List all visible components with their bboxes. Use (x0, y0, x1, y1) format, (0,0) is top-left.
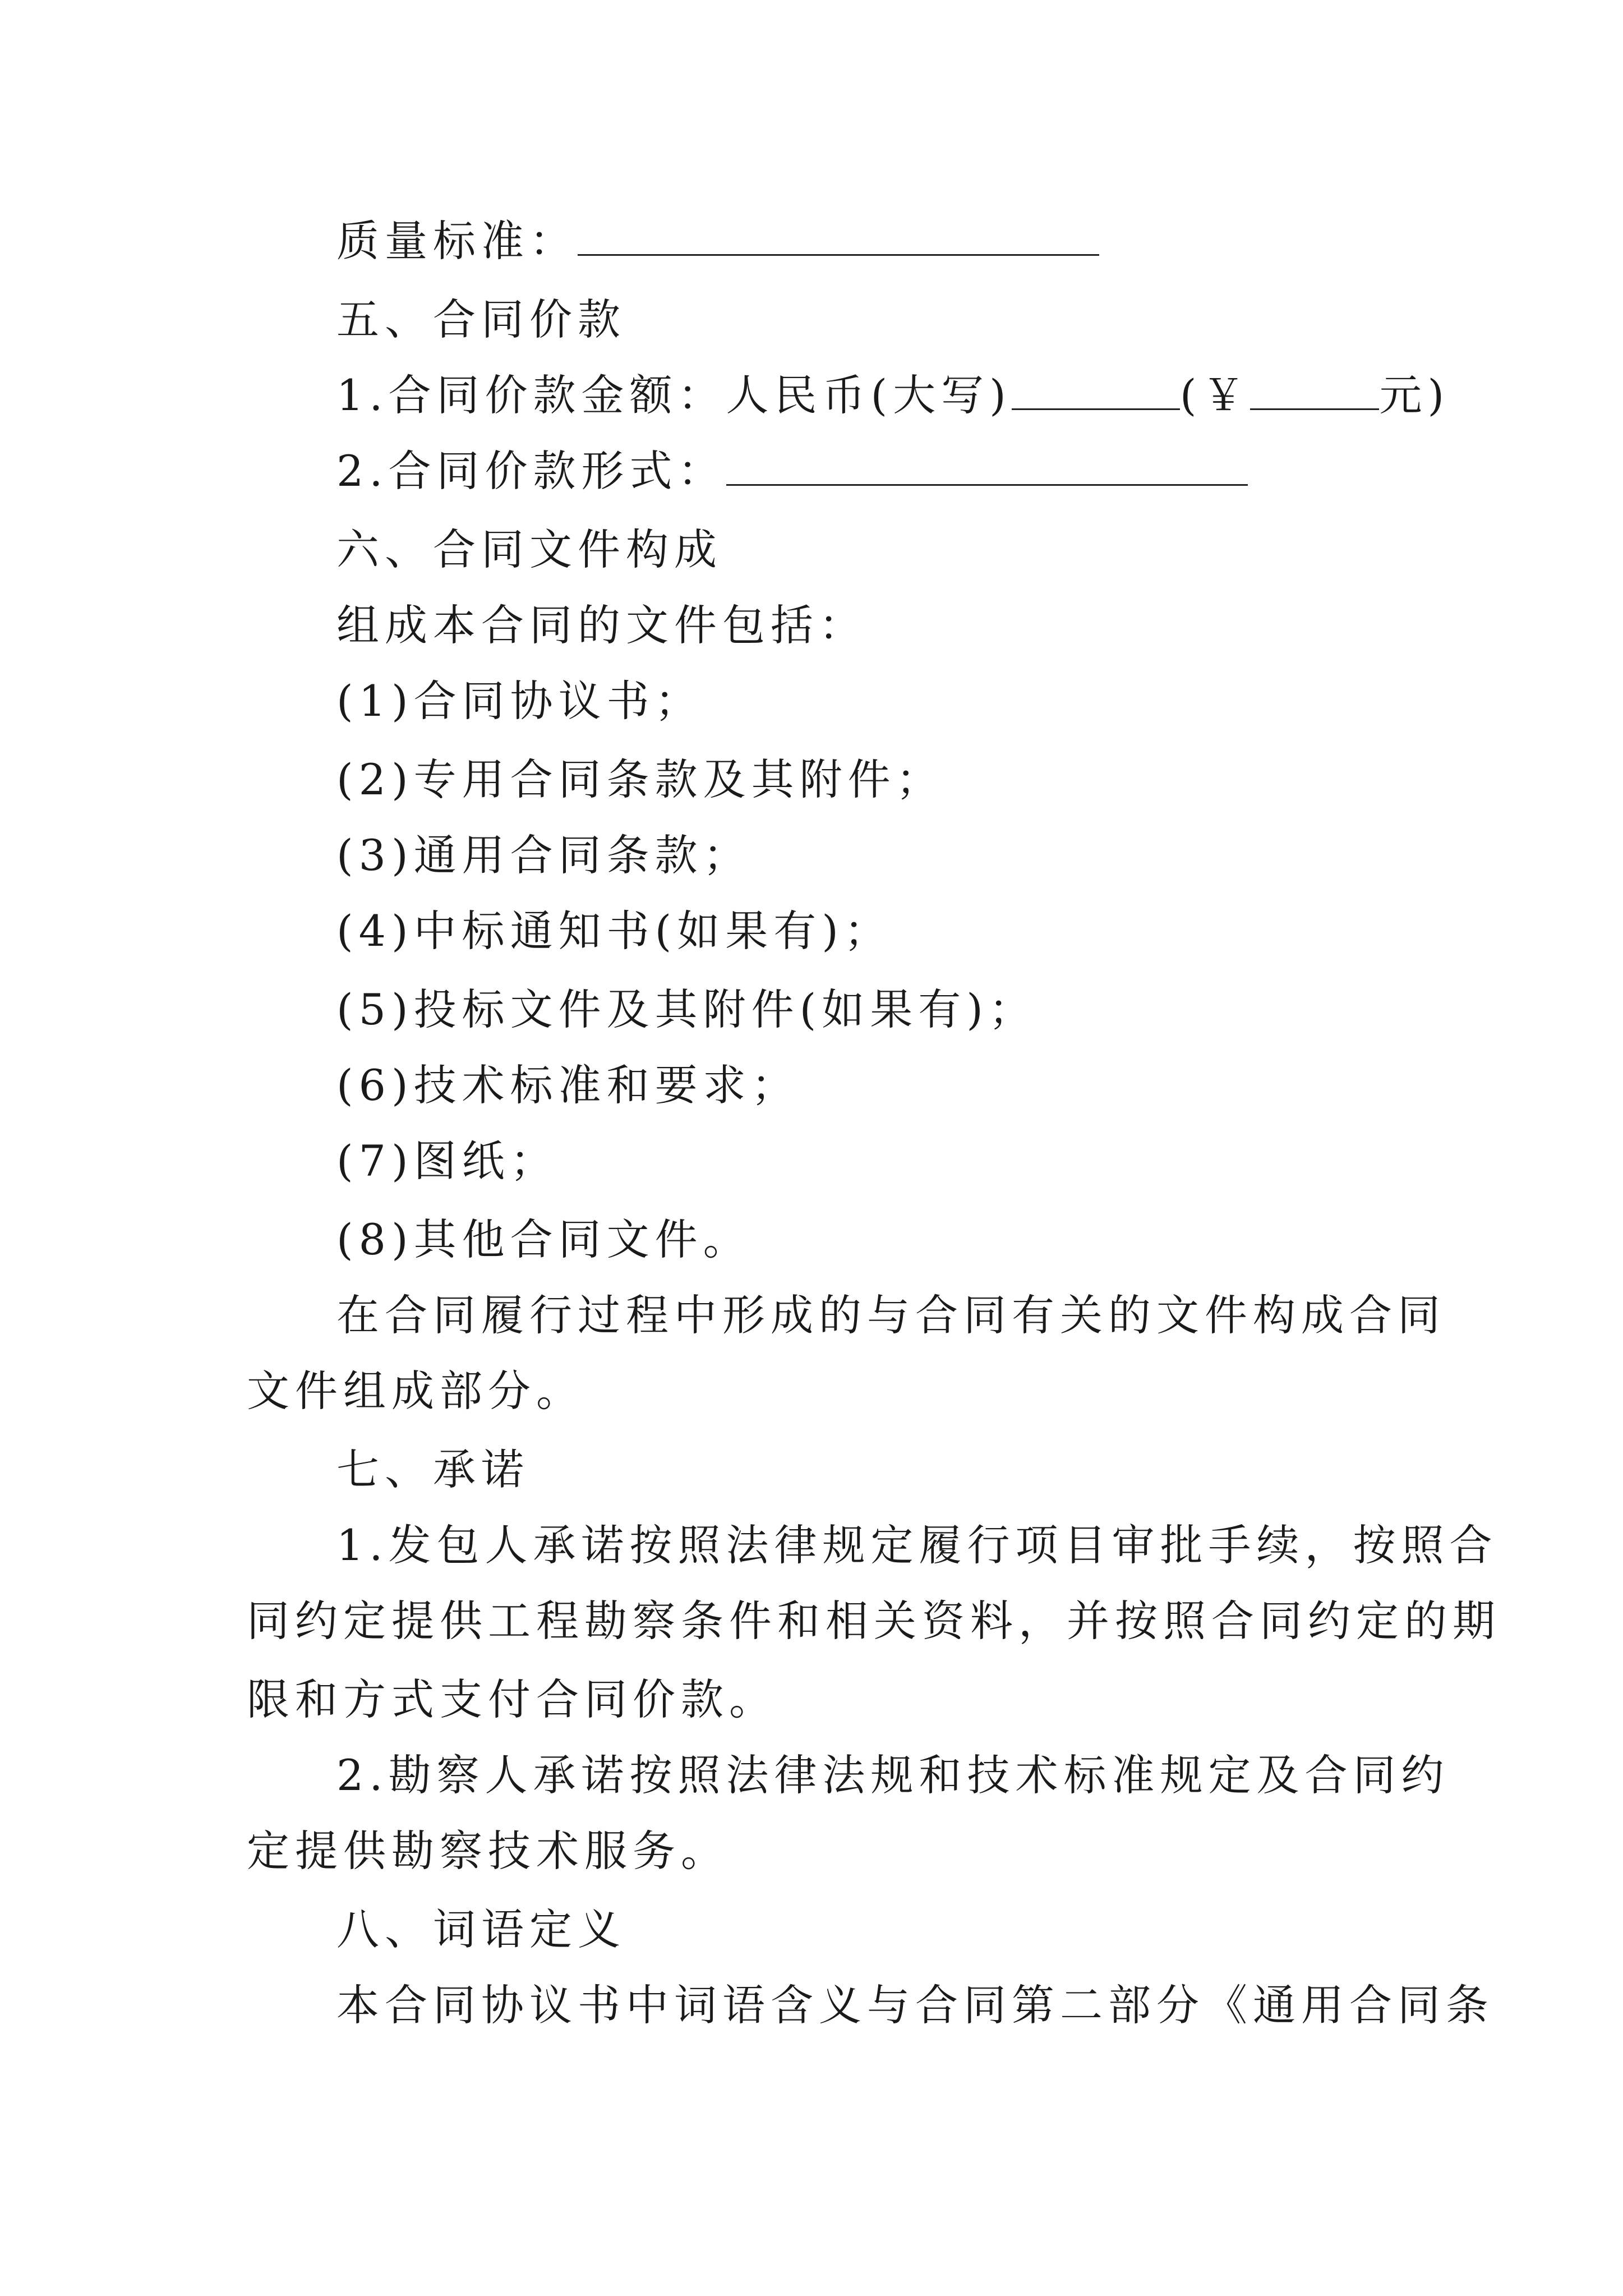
docs-paragraph-line-2: 文件组成部分。 (247, 1366, 584, 1416)
docs-paragraph-line-1: 在合同履行过程中形成的与合同有关的文件构成合同 (336, 1290, 1446, 1340)
docs-item-4: (4)中标通知书(如果有)； (336, 906, 892, 956)
price-form-line (336, 443, 1248, 499)
section7-heading: 七、承诺 (336, 1444, 529, 1494)
price-amount-label: 1.合同价款金额：人民币(大写) (336, 370, 1012, 420)
docs-intro: 组成本合同的文件包括： (336, 600, 867, 650)
price-amount-uppercase-blank[interactable] (1012, 369, 1180, 410)
docs-item-8: (8)其他合同文件。 (336, 1214, 751, 1264)
docs-item-6: (6)技术标准和要求； (336, 1060, 800, 1110)
price-yuan: 元) (1379, 370, 1450, 420)
section6-heading: 六、合同文件构成 (336, 524, 722, 574)
quality-standard-blank[interactable] (578, 215, 1099, 256)
promise2-line-2: 定提供勘察技术服务。 (247, 1826, 729, 1876)
docs-item-2: (2)专用合同条款及其附件； (336, 754, 944, 804)
price-paren-open: (￥ (1179, 370, 1251, 420)
section8-heading: 八、词语定义 (336, 1904, 626, 1954)
price-form-blank[interactable] (726, 445, 1248, 486)
price-amount-line (336, 367, 1450, 424)
quality-standard-label: 质量标准： (336, 216, 578, 266)
promise1-line-3: 限和方式支付合同价款。 (247, 1674, 777, 1724)
docs-item-3: (3)通用合同条款； (336, 830, 751, 880)
promise1-line-1: 1.发包人承诺按照法律规定履行项目审批手续，按照合 (336, 1520, 1498, 1570)
price-amount-number-blank[interactable] (1250, 369, 1379, 410)
promise1-line-2: 同约定提供工程勘察条件和相关资料，并按照合同约定的期 (247, 1596, 1501, 1646)
definitions-line-1: 本合同协议书中词语含义与合同第二部分《通用合同条 (336, 1980, 1494, 2030)
docs-item-5: (5)投标文件及其附件(如果有)； (336, 984, 1037, 1034)
quality-standard-line (336, 213, 1099, 269)
docs-item-1: (1)合同协议书； (336, 676, 703, 726)
price-form-label: 2.合同价款形式： (336, 446, 726, 496)
docs-item-7: (7)图纸； (336, 1136, 559, 1186)
section5-heading: 五、合同价款 (336, 295, 626, 344)
promise2-line-1: 2.勘察人承诺按照法律法规和技术标准规定及合同约 (336, 1750, 1450, 1800)
